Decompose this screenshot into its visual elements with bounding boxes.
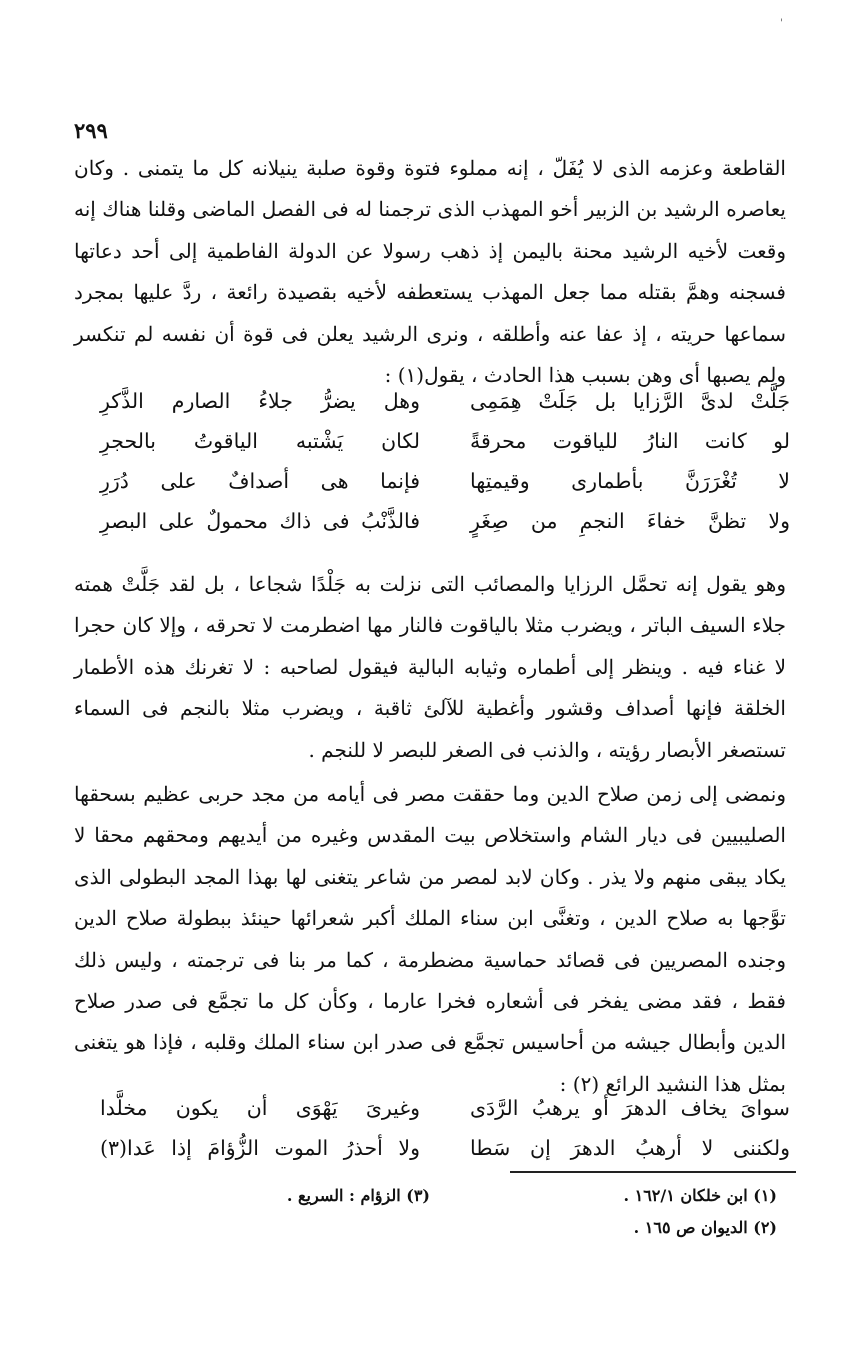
- poem-block-1: [100, 381, 790, 541]
- verse-second-hemistich: وغيرىَ يَهْوَى أن يكون مخلَّدا: [100, 1096, 420, 1120]
- verse-first-hemistich: جَلَّتْ لدىَّ الرَّزايا بل جَلَتْ هِمَمِى: [470, 389, 790, 413]
- verse-line: [100, 381, 790, 421]
- verse-second-hemistich: فإنما هى أصدافٌ على دُرَرِ: [100, 469, 420, 493]
- verse-second-hemistich: لكان يَشْتبه الياقوتُ بالحجرِ: [100, 429, 420, 453]
- footnote-divider: [510, 1171, 796, 1173]
- paragraph-text: وهو يقول إنه تحمَّل الرزايا والمصائب التى نزلت به جَلْدًا شجاعا ، بل لقد جَلَّتْ همته جلاء السيف الباتر ، ويضرب مثلا بالياقوت فالنار مها اضطرمت لا تحرقه ، وإلا كان حجرا لا غناء فيه . وينظر إلى أطماره وثيابه البالية فيقول لصاحبه : لا تغرنك هذه الأطمار الخلقة فإنها أصداف وقشور وأغطية للآلئ ثاقبة ، ويضرب مثلا بالنجم فى السماء تستصغر الأبصار رؤيته ، والذنب فى الصغر للبصر لا للنجم .: [74, 572, 786, 762]
- verse-first-hemistich: ولا تظنَّ خفاءَ النجمِ من صِغَرٍ: [470, 509, 790, 533]
- verse-line: [100, 1088, 790, 1128]
- page-number: ٢٩٩: [74, 118, 108, 143]
- margin-mark: ': [780, 18, 783, 29]
- verse-first-hemistich: ولكننى لا أرهبُ الدهرَ إن سَطا: [470, 1136, 790, 1160]
- verse-line: [100, 421, 790, 461]
- footnote-1: (١) ابن خلكان ١٦٢/١ .: [623, 1186, 777, 1205]
- paragraph-text: القاطعة وعزمه الذى لا يُفَلّ ، إنه مملوء فتوة وقوة صلبة ينيلانه كل ما يتمنى . وكان يعاصره الرشيد بن الزبير أخو المهذب الذى ترجمنا له فى الفصل الماضى وقلنا هناك إنه وقعت لأخيه الرشيد محنة باليمن إذ ذهب رسولا عن الدولة الفاطمية إلى أحد دعاتها فسجنه وهمَّ بقتله مما جعل المهذب يستعطفه لأخيه بقصيدة رائعة ، ردَّ عليها بمجرد سماعها حريته ، إذ عفا عنه وأطلقه ، ونرى الرشيد يعلن فى قوة أن نفسه لم تنكسر ولم يصبها أى وهن بسبب هذا الحادث ، يقول(١) :: [74, 156, 786, 388]
- poem-block-2: [100, 1088, 790, 1168]
- verse-second-hemistich: وهل يضرُّ جلاءُ الصارم الذَّكرِ: [100, 389, 420, 413]
- verse-line: [100, 1128, 790, 1168]
- verse-line: [100, 461, 790, 501]
- paragraph-2: [74, 564, 786, 771]
- footnote-3: (٣) الزؤام : السريع .: [286, 1186, 430, 1205]
- paragraph-3: [74, 774, 786, 1105]
- paragraph-text: ونمضى إلى زمن صلاح الدين وما حققت مصر فى أيامه من مجد حربى عظيم بسحقها الصليبيين فى ديار الشام واستخلاص بيت المقدس وغيره من أيديهم ومحقهم محقا لا يكاد يبقى منهم ولا يذر . وكان لابد لمصر من شاعر يتغنى لها بهذا المجد البطولى الذى توَّجها به صلاح الدين ، وتغنَّى ابن سناء الملك أكبر شعرائها حينئذ ببطولة صلاح الدين وجنده المصريين فى قصائد حماسية مضطرمة ، كما مر بنا فى ترجمته ، وليس ذلك فقط ، فقد مضى يفخر فى أشعاره فخرا عارما ، وكأن كل ما تجمَّع فى صدر صلاح الدين وأبطال جيشه من أحاسيس تجمَّع فى صدر ابن سناء الملك وقلبه ، فإذا هو يتغنى بمثل هذا النشيد الرائع (٢) :: [74, 782, 786, 1096]
- verse-first-hemistich: لو كانت النارُ للياقوت محرقةً: [470, 429, 790, 453]
- verse-second-hemistich: ولا أحذرُ الموت الزُّؤامَ إذا عَدا(٣): [100, 1136, 420, 1160]
- verse-first-hemistich: لا تُغْرَرَنَّ بأطمارى وقيمتِها: [470, 469, 790, 493]
- verse-second-hemistich: فالذَّنْبُ فى ذاك محمولٌ على البصرِ: [100, 509, 420, 533]
- footnote-2: (٢) الديوان ص ١٦٥ .: [633, 1218, 777, 1237]
- verse-first-hemistich: سواىَ يخاف الدهرَ أو يرهبُ الرَّدَى: [470, 1096, 790, 1120]
- paragraph-1: [74, 148, 786, 396]
- verse-line: [100, 501, 790, 541]
